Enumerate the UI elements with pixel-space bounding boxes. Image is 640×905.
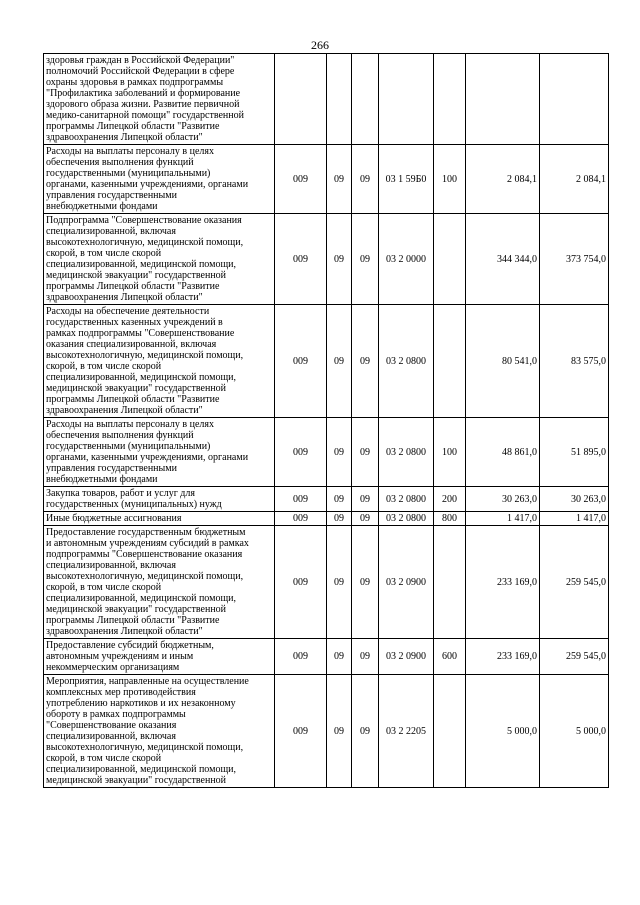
row-name-cell — [44, 526, 275, 639]
row-name-line: специализированной, включая — [46, 226, 176, 237]
row-name-line: скорой, в том числе скорой — [46, 582, 162, 593]
pr-cell: 09 — [352, 526, 379, 639]
row-name-line: управления государственными — [46, 463, 177, 474]
sum-year1-cell: 344 344,0 — [466, 214, 540, 305]
sum-year2-cell: 5 000,0 — [540, 675, 609, 788]
csr-cell: 03 2 0900 — [379, 639, 434, 675]
row-name-line: Расходы на выплаты персоналу в целях — [46, 419, 214, 430]
row-name-line: специализированной, медицинской помощи, — [46, 259, 236, 270]
pr-cell: 09 — [352, 145, 379, 214]
table-row — [44, 639, 609, 675]
ved-cell: 009 — [275, 145, 327, 214]
row-name-cell — [44, 54, 275, 145]
csr-cell: 03 2 0000 — [379, 214, 434, 305]
row-name-line: здравоохранения Липецкой области" — [46, 132, 203, 143]
row-name-line: специализированной, включая — [46, 560, 176, 571]
row-name-cell — [44, 305, 275, 418]
row-name-line: управления государственными — [46, 190, 177, 201]
sum-year1-cell: 80 541,0 — [466, 305, 540, 418]
row-name-line: специализированной, медицинской помощи, — [46, 593, 236, 604]
rz-cell: 09 — [327, 305, 352, 418]
sum-year1-cell: 5 000,0 — [466, 675, 540, 788]
vr-cell — [434, 675, 466, 788]
sum-year1-cell: 233 169,0 — [466, 526, 540, 639]
table-row — [44, 487, 609, 512]
row-name-line: государственными (муниципальными) — [46, 441, 211, 452]
pr-cell: 09 — [352, 214, 379, 305]
row-name-line: программы Липецкой области "Развитие — [46, 615, 220, 626]
row-name-cell — [44, 675, 275, 788]
rz-cell: 09 — [327, 526, 352, 639]
csr-cell: 03 2 0900 — [379, 526, 434, 639]
pr-cell: 09 — [352, 639, 379, 675]
row-name-line: органами, казенными учреждениями, органами — [46, 179, 249, 190]
ved-cell — [275, 54, 327, 145]
sum-year1-cell: 1 417,0 — [466, 512, 540, 526]
row-name-line: внебюджетными фондами — [46, 201, 158, 212]
csr-cell: 03 2 0800 — [379, 512, 434, 526]
csr-cell: 03 2 0800 — [379, 418, 434, 487]
row-name-line: программы Липецкой области "Развитие — [46, 281, 220, 292]
row-name-line: "Профилактика заболеваний и формирование — [46, 88, 241, 99]
sum-year2-cell: 51 895,0 — [540, 418, 609, 487]
ved-cell: 009 — [275, 418, 327, 487]
pr-cell: 09 — [352, 418, 379, 487]
row-name-line: медико-санитарной помощи" государственной — [46, 110, 244, 121]
sum-year2-cell: 2 084,1 — [540, 145, 609, 214]
row-name-line: здравоохранения Липецкой области" — [46, 292, 203, 303]
row-name-line: скорой, в том числе скорой — [46, 361, 162, 372]
sum-year2-cell: 83 575,0 — [540, 305, 609, 418]
table-row — [44, 675, 609, 788]
sum-year2-cell: 1 417,0 — [540, 512, 609, 526]
sum-year2-cell: 373 754,0 — [540, 214, 609, 305]
row-name-line: медицинской эвакуации" государственной — [46, 270, 227, 281]
row-name-line: высокотехнологичную, медицинской помощи, — [46, 742, 244, 753]
ved-cell: 009 — [275, 512, 327, 526]
csr-cell — [379, 54, 434, 145]
vr-cell — [434, 214, 466, 305]
vr-cell: 100 — [434, 418, 466, 487]
row-name-cell — [44, 418, 275, 487]
row-name-line: полномочий Российской Федерации в сфере — [46, 66, 235, 77]
sum-year1-cell: 2 084,1 — [466, 145, 540, 214]
budget-table — [43, 53, 609, 788]
row-name-line: Иные бюджетные ассигнования — [46, 513, 182, 524]
ved-cell: 009 — [275, 305, 327, 418]
table-row — [44, 512, 609, 526]
row-name-line: обороту в рамках подпрограммы — [46, 709, 186, 720]
vr-cell: 600 — [434, 639, 466, 675]
row-name-line: Расходы на обеспечение деятельности — [46, 306, 210, 317]
pr-cell: 09 — [352, 675, 379, 788]
pr-cell: 09 — [352, 487, 379, 512]
row-name-line: употреблению наркотиков и их незаконному — [46, 698, 236, 709]
row-name-line: внебюджетными фондами — [46, 474, 158, 485]
row-name-line: медицинской эвакуации" государственной — [46, 383, 227, 394]
table-row — [44, 214, 609, 305]
ved-cell: 009 — [275, 487, 327, 512]
row-name-cell — [44, 639, 275, 675]
ved-cell: 009 — [275, 639, 327, 675]
rz-cell: 09 — [327, 487, 352, 512]
vr-cell: 800 — [434, 512, 466, 526]
row-name-line: Расходы на выплаты персоналу в целях — [46, 146, 214, 157]
ved-cell: 009 — [275, 675, 327, 788]
row-name-line: Предоставление государственным бюджетным — [46, 527, 246, 538]
csr-cell: 03 2 0800 — [379, 305, 434, 418]
row-name-line: комплексных мер противодействия — [46, 687, 196, 698]
row-name-line: государственных казенных учреждений в — [46, 317, 223, 328]
table-row — [44, 305, 609, 418]
row-name-line: некоммерческим организациям — [46, 662, 180, 673]
row-name-line: автономным учреждениям и иным — [46, 651, 194, 662]
row-name-line: и автономным учреждениям субсидий в рамках — [46, 538, 249, 549]
sum-year2-cell — [540, 54, 609, 145]
pr-cell: 09 — [352, 512, 379, 526]
row-name-line: медицинской эвакуации" государственной — [46, 604, 227, 615]
sum-year1-cell: 30 263,0 — [466, 487, 540, 512]
row-name-line: Предоставление субсидий бюджетным, — [46, 640, 214, 651]
row-name-line: программы Липецкой области "Развитие — [46, 394, 220, 405]
row-name-line: высокотехнологичную, медицинской помощи, — [46, 350, 244, 361]
table-row — [44, 145, 609, 214]
row-name-line: здорового образа жизни. Развитие первичной — [46, 99, 240, 110]
row-name-line: обеспечения выполнения функций — [46, 157, 194, 168]
rz-cell: 09 — [327, 214, 352, 305]
row-name-cell — [44, 487, 275, 512]
row-name-cell — [44, 145, 275, 214]
rz-cell: 09 — [327, 639, 352, 675]
rz-cell: 09 — [327, 512, 352, 526]
table-row — [44, 54, 609, 145]
ved-cell: 009 — [275, 214, 327, 305]
row-name-line: высокотехнологичную, медицинской помощи, — [46, 571, 244, 582]
vr-cell: 100 — [434, 145, 466, 214]
row-name-line: охраны здоровья в рамках подпрограммы — [46, 77, 224, 88]
vr-cell — [434, 54, 466, 145]
row-name-line: органами, казенными учреждениями, органами — [46, 452, 249, 463]
row-name-line: здравоохранения Липецкой области" — [46, 626, 203, 637]
row-name-line: государственных (муниципальных) нужд — [46, 499, 222, 510]
row-name-cell — [44, 214, 275, 305]
table-row — [44, 418, 609, 487]
sum-year2-cell: 259 545,0 — [540, 526, 609, 639]
sum-year1-cell — [466, 54, 540, 145]
row-name-line: специализированной, включая — [46, 731, 176, 742]
pr-cell: 09 — [352, 305, 379, 418]
row-name-line: здоровья граждан в Российской Федерации" — [46, 55, 235, 66]
sum-year1-cell: 48 861,0 — [466, 418, 540, 487]
row-name-line: Закупка товаров, работ и услуг для — [46, 488, 195, 499]
csr-cell: 03 2 2205 — [379, 675, 434, 788]
row-name-line: здравоохранения Липецкой области" — [46, 405, 203, 416]
row-name-line: программы Липецкой области "Развитие — [46, 121, 220, 132]
row-name-line: скорой, в том числе скорой — [46, 248, 162, 259]
row-name-line: "Совершенствование оказания — [46, 720, 177, 731]
rz-cell: 09 — [327, 418, 352, 487]
sum-year1-cell: 233 169,0 — [466, 639, 540, 675]
row-name-line: высокотехнологичную, медицинской помощи, — [46, 237, 244, 248]
row-name-line: медицинской эвакуации" государственной — [46, 775, 227, 786]
row-name-cell — [44, 512, 275, 526]
row-name-line: обеспечения выполнения функций — [46, 430, 194, 441]
row-name-line: подпрограммы "Совершенствование оказания — [46, 549, 243, 560]
row-name-line: рамках подпрограммы "Совершенствование — [46, 328, 235, 339]
vr-cell: 200 — [434, 487, 466, 512]
ved-cell: 009 — [275, 526, 327, 639]
row-name-line: Мероприятия, направленные на осуществление — [46, 676, 249, 687]
table-row — [44, 526, 609, 639]
row-name-line: скорой, в том числе скорой — [46, 753, 162, 764]
pr-cell — [352, 54, 379, 145]
rz-cell — [327, 54, 352, 145]
rz-cell: 09 — [327, 675, 352, 788]
rz-cell: 09 — [327, 145, 352, 214]
csr-cell: 03 2 0800 — [379, 487, 434, 512]
table-body — [44, 54, 609, 788]
vr-cell — [434, 526, 466, 639]
csr-cell: 03 1 59Б0 — [379, 145, 434, 214]
row-name-line: государственными (муниципальными) — [46, 168, 211, 179]
row-name-line: специализированной, медицинской помощи, — [46, 372, 236, 383]
sum-year2-cell: 259 545,0 — [540, 639, 609, 675]
row-name-line: специализированной, медицинской помощи, — [46, 764, 236, 775]
sum-year2-cell: 30 263,0 — [540, 487, 609, 512]
page-number: 266 — [311, 38, 329, 52]
row-name-line: Подпрограмма "Совершенствование оказания — [46, 215, 242, 226]
vr-cell — [434, 305, 466, 418]
row-name-line: оказания специализированной, включая — [46, 339, 217, 350]
